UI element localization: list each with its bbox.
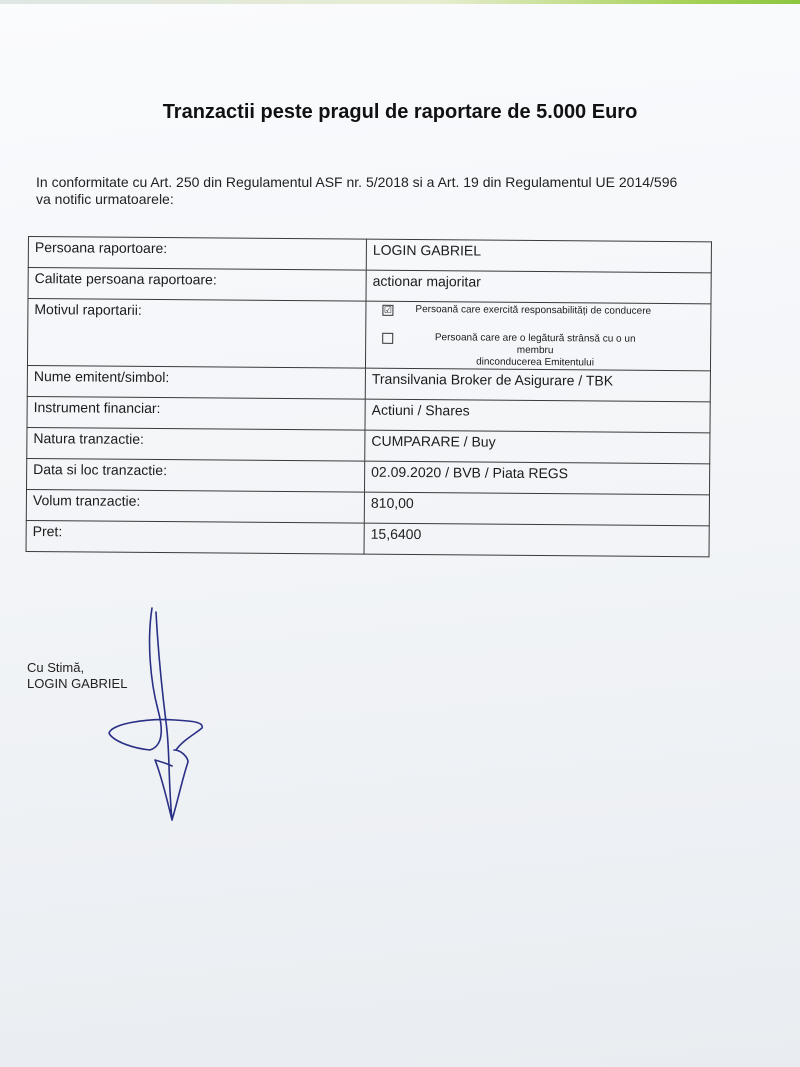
- document-title: Tranzactii peste pragul de raportare de 5.000 Euro: [162, 101, 638, 123]
- field-value: 15,6400: [364, 523, 709, 557]
- reason-option-related: [372, 332, 704, 371]
- handwritten-signature: [100, 600, 220, 830]
- reason-option-management: [372, 304, 704, 319]
- field-label: Natura tranzactie:: [27, 427, 365, 461]
- intro-paragraph: [36, 174, 736, 208]
- field-label: Instrument financiar:: [27, 396, 365, 430]
- field-label: Pret:: [26, 520, 364, 554]
- field-label: Calitate persoana raportoare:: [28, 268, 366, 302]
- field-value: actionar majoritar: [366, 270, 711, 304]
- field-value: 02.09.2020 / BVB / Piata REGS: [364, 461, 709, 495]
- field-label: Motivul raportarii:: [27, 299, 366, 369]
- reason-option-label: Persoană care exercită responsabilități de conducere: [415, 304, 652, 317]
- field-value: 810,00: [364, 492, 709, 526]
- form-row-reason: [27, 299, 711, 371]
- closing-name: LOGIN GABRIEL: [27, 676, 128, 691]
- checkbox-empty: [382, 333, 393, 344]
- field-value: Actiuni / Shares: [365, 399, 710, 433]
- field-label: Persoana raportoare:: [28, 237, 366, 271]
- reason-options: [365, 301, 711, 371]
- intro-line-2: va notific urmatoarele:: [36, 191, 174, 207]
- checkbox-checked: ☑: [383, 304, 393, 315]
- field-label: Data si loc tranzactie:: [27, 458, 365, 492]
- reason-option-label: Persoană care are o legătură strânsă cu o un membru dinconducerea Emitentului: [434, 332, 636, 369]
- field-label: Volum tranzactie:: [26, 489, 364, 523]
- signature-stroke: [109, 608, 202, 820]
- field-value: LOGIN GABRIEL: [366, 239, 711, 273]
- field-value: CUMPARARE / Buy: [365, 430, 710, 464]
- form-row: [26, 520, 709, 556]
- field-value: Transilvania Broker de Asigurare / TBK: [365, 368, 710, 402]
- report-form-table: [26, 236, 712, 557]
- intro-line-1: In conformitate cu Art. 250 din Regulamentul ASF nr. 5/2018 si a Art. 19 din Regulamentul UE 2014/596: [36, 174, 678, 190]
- closing-salutation: Cu Stimă,: [27, 660, 85, 675]
- field-label: Nume emitent/simbol:: [27, 365, 365, 399]
